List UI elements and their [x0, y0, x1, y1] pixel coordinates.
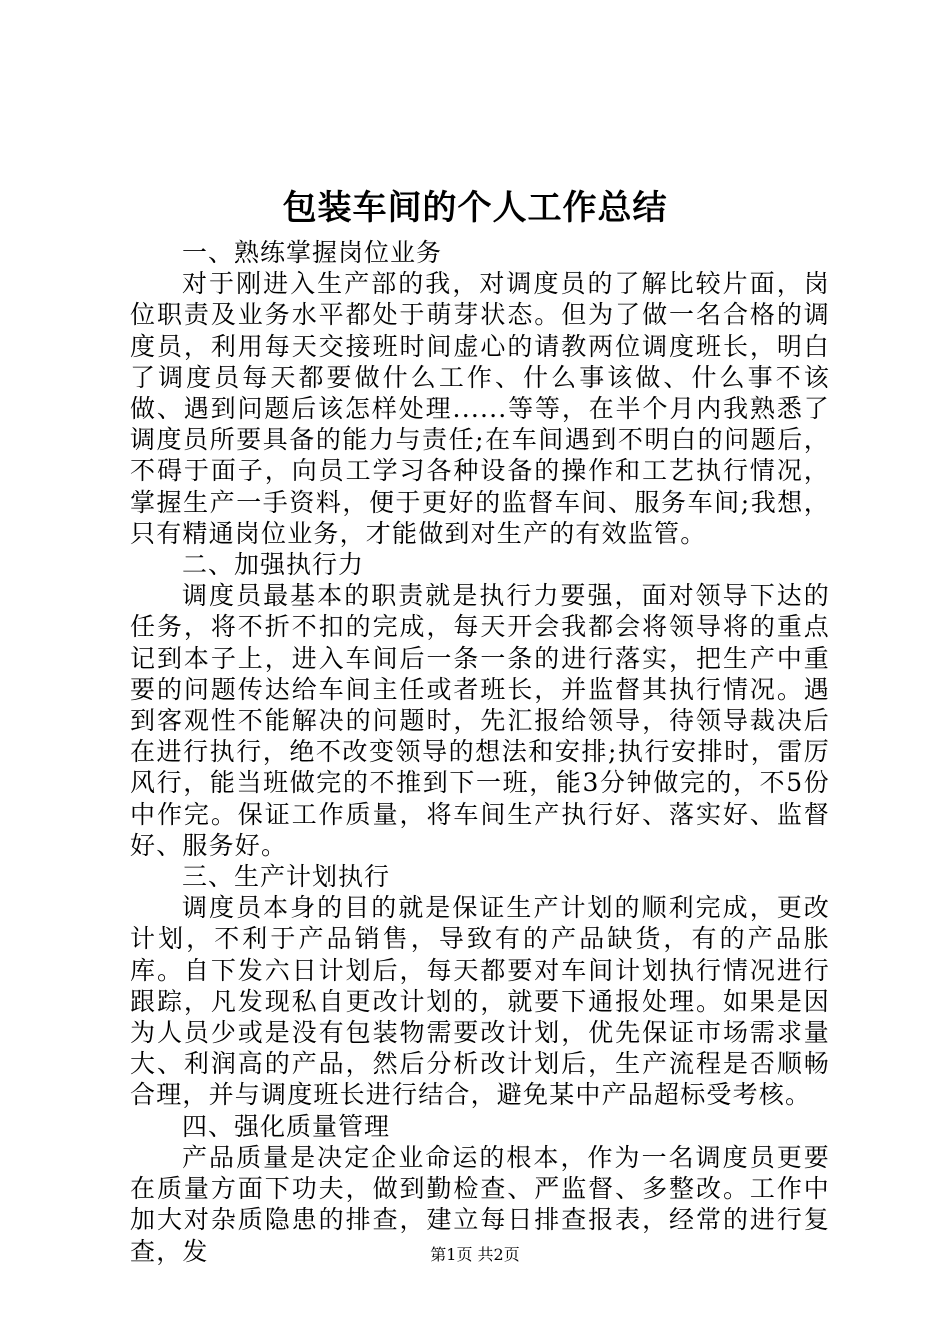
page-footer: 第1页 共2页 [430, 1245, 520, 1264]
section-heading: 一、熟练掌握岗位业务 [182, 238, 443, 267]
section-paragraph: 调度员最基本的职责就是执行力要强，面对领导下达的任务，将不折不扣的完成，每天开会我都会将领导将的重点记到本子上，进入车间后一条一条的进行落实，把生产中重要的问题传达给车间主任或者班长，并监督其执行情况。遇到客观性不能解决的问题时，先汇报给领导，待领导裁决后在进行执行，绝不改变领导的想法和安排;执行安排时，雷厉风行，能当班做完的不推到下一班，能3分钟做完的，不5份中作完。保证工作质量，将车间生产执行好、落实好、监督好、服务好。 [130, 581, 830, 860]
section-paragraph: 对于刚进入生产部的我，对调度员的了解比较片面，岗位职责及业务水平都处于萌芽状态。但为了做一名合格的调度员，利用每天交接班时间虚心的请教两位调度班长，明白了调度员每天都要做什么工作、什么事该做、什么事不该做、遇到问题后该怎样处理......等等，在半个月内我熟悉了调度员所要具备的能力与责任;在车间遇到不明白的问题后，不碍于面子，向员工学习各种设备的操作和工艺执行情况，掌握生产一手资料，便于更好的监督车间、服务车间;我想，只有精通岗位业务，才能做到对生产的有效监管。 [130, 269, 830, 548]
section-heading: 二、加强执行力 [182, 550, 365, 580]
document-title: 包装车间的个人工作总结 [282, 188, 668, 228]
section-paragraph: 调度员本身的目的就是保证生产计划的顺利完成，更改计划，不利于产品销售，导致有的产品缺货，有的产品胀库。自下发六日计划后，每天都要对车间计划执行情况进行跟踪，凡发现私自更改计划的，就要下通报处理。如果是因为人员少或是没有包装物需要改计划，优先保证市场需求量大、利润高的产品，然后分析改计划后，生产流程是否顺畅合理，并与调度班长进行结合，避免某中产品超标受考核。 [130, 893, 830, 1110]
section-heading: 三、生产计划执行 [182, 862, 391, 892]
section-heading: 四、强化质量管理 [182, 1111, 391, 1141]
section-paragraph: 产品质量是决定企业命运的根本，作为一名调度员更要在质量方面下功夫，做到勤检查、严监督、多整改。工作中加大对杂质隐患的排查，建立每日排查报表，经常的进行复查，发 [130, 1142, 830, 1266]
document-body [130, 237, 830, 1267]
